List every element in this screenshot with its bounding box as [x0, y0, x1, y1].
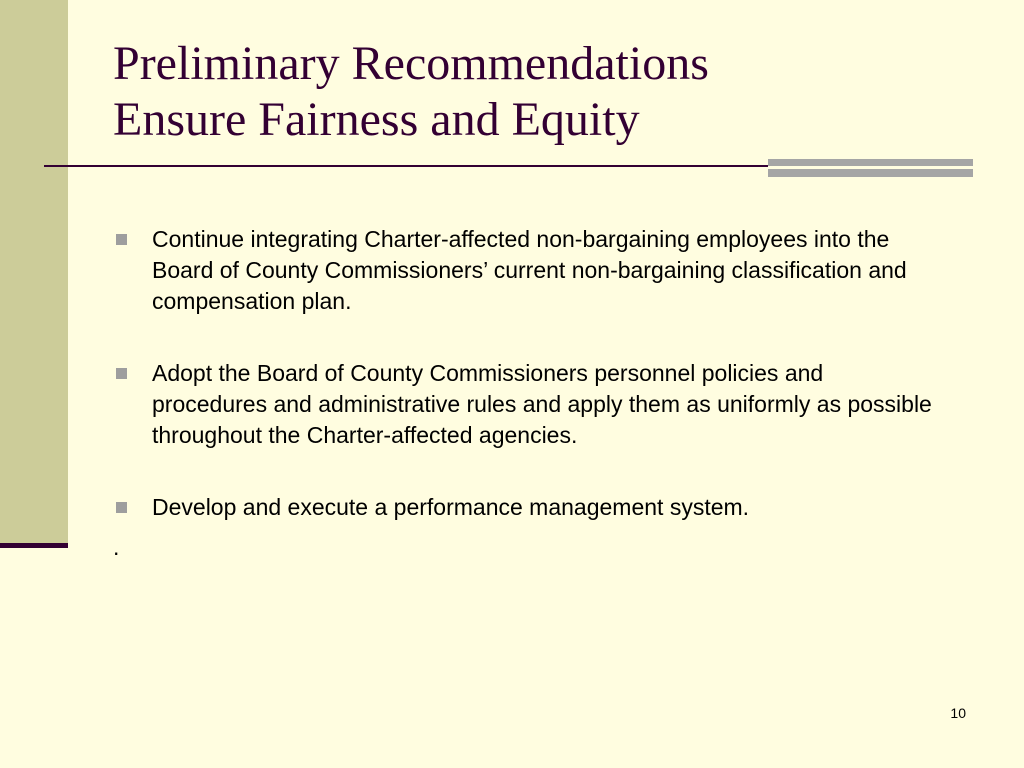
title-line-2: Ensure Fairness and Equity	[113, 93, 640, 146]
title-divider	[44, 165, 768, 167]
left-accent-band	[0, 0, 68, 545]
square-bullet-icon	[116, 502, 127, 513]
bullet-item	[113, 358, 943, 451]
bullet-text: Continue integrating Charter-affected non-bargaining employees into the Board of County Commissioners’ current non-bargaining classification and compensation plan.	[152, 226, 907, 314]
bullet-item	[113, 492, 943, 523]
trailing-period: .	[113, 534, 120, 560]
title-accent-bar	[768, 159, 973, 177]
bullet-list	[113, 224, 943, 564]
title-accent-stripe	[768, 166, 973, 169]
title-line-1: Preliminary Recommendations	[113, 37, 709, 90]
bullet-item	[113, 224, 943, 317]
page-number: 10	[950, 705, 966, 721]
bullet-text: Develop and execute a performance management system.	[152, 494, 750, 520]
square-bullet-icon	[116, 368, 127, 379]
slide-title	[113, 36, 973, 148]
left-band-underline	[0, 543, 68, 548]
square-bullet-icon	[116, 234, 127, 245]
bullet-text: Adopt the Board of County Commissioners personnel policies and procedures and administrative rules and apply them as uniformly as possible throughout the Charter-affected agencies.	[152, 360, 932, 448]
